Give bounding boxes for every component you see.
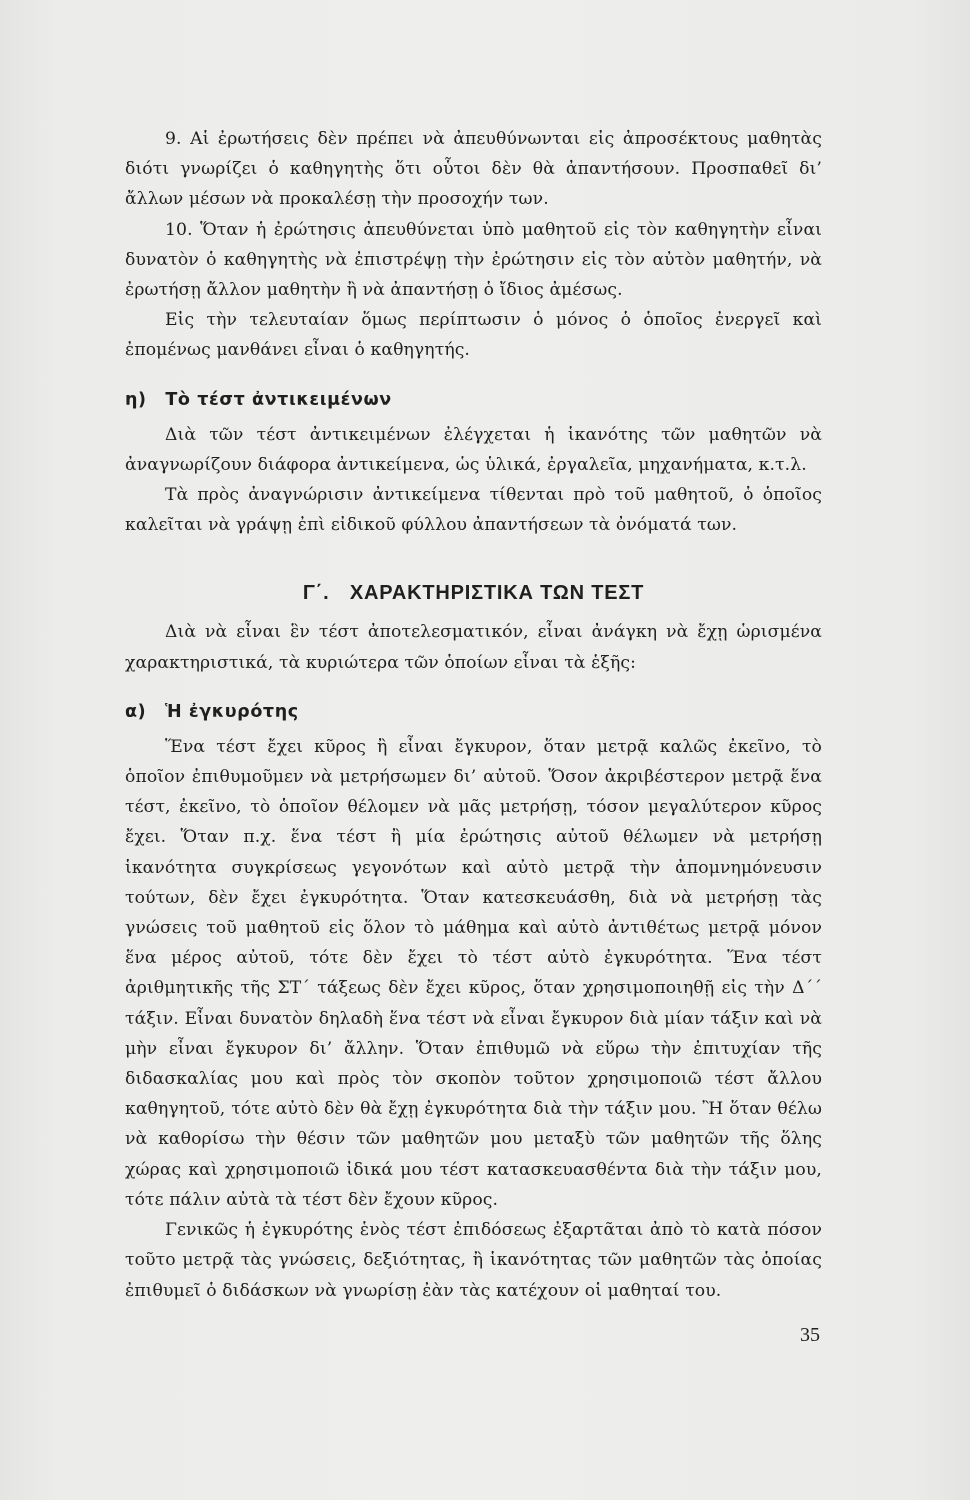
paragraph-validity-2: Γενικῶς ἡ ἐγκυρότης ἑνὸς τέστ ἐπιδόσεως ἐξαρτᾶται ἀπὸ τὸ κατὰ πόσον τοῦτο μετρᾷ τὰς γνώσεις, δεξιότητας, ἢ ἱκανότητας τῶν μαθητῶν τὰς ὁποίας ἐπιθυμεῖ ὁ διδάσκων νὰ γνωρίσῃ ἐὰν τὰς κατέχουν οἱ μαθηταί του. xyxy=(125,1220,822,1301)
paragraph-item-9: 9. Αἱ ἐρωτήσεις δὲν πρέπει νὰ ἀπευθύνωνται εἰς ἀπροσέκτους μαθητὰς διότι γνωρίζει ὁ καθηγητὴς ὅτι οὗτοι δὲν θὰ ἀπαντήσουν. Προσπαθεῖ δι’ ἄλλων μέσων νὰ προκαλέσῃ τὴν προσοχήν των. xyxy=(125,129,822,210)
page-content xyxy=(125,124,822,1306)
section-title: Τὸ τέστ ἀντικειμένων xyxy=(165,389,392,410)
paragraph-validity-1: Ἕνα τέστ ἔχει κῦρος ἢ εἶναι ἔγκυρον, ὅταν μετρᾷ καλῶς ἐκεῖνο, τὸ ὁποῖον ἐπιθυμοῦμεν νὰ μετρήσωμεν δι’ αὐτοῦ. Ὅσον ἀκριβέστερον μετρᾷ ἕνα τέστ, ἐκεῖνο, τὸ ὁποῖον θέλομεν νὰ μᾶς μετρήσῃ, τόσον μεγαλύτερον κῦρος ἔχει. Ὅταν π.χ. ἕνα τέστ ἢ μία ἐρώτησις αὐτοῦ θέλωμεν νὰ μετρήσῃ ἱκανότητα συγκρίσεως γεγονότων καὶ αὐτὸ μετρᾷ τὴν ἀπομνημόνευσιν τούτων, δὲν ἔχει ἐγκυρότητα. Ὅταν κατεσκευάσθη, διὰ νὰ μετρήσῃ τὰς γνώσεις τοῦ μαθητοῦ εἰς ὅλον τὸ μάθημα καὶ αὐτὸ ἀντιθέτως μετρᾷ μόνον ἕνα μέρος αὐτοῦ, τότε δὲν ἔχει τὸ τέστ αὐτὸ ἐγκυρότητα. Ἕνα τέστ ἀριθμητικῆς τῆς ΣΤ΄ τάξεως δὲν ἔχει κῦρος, ὅταν χρησιμοποιηθῇ εἰς τὴν Δ΄΄ τάξιν. Εἶναι δυνατὸν δηλαδὴ ἕνα τέστ νὰ εἶναι ἔγκυρον διὰ μίαν τάξιν καὶ νὰ μὴν εἶναι ἔγκυρον δι’ ἄλλην. Ὅταν ἐπιθυμῶ νὰ εὕρω τὴν ἐπιτυχίαν τῆς διδασκαλίας μου καὶ πρὸς τὸν σκοπὸν τοῦτον χρησιμοποιῶ τέστ ἄλλου καθηγητοῦ, τότε αὐτὸ δὲν θὰ ἔχῃ ἐγκυρότητα διὰ τὴν τάξιν μου. Ἢ ὅταν θέλω νὰ καθορίσω τὴν θέσιν τῶν μαθητῶν μου μεταξὺ τῶν μαθητῶν τῆς ὅλης χώρας καὶ χρησιμοποιῶ ἰδικά μου τέστ κατασκευασθέντα διὰ τὴν τάξιν μου, τότε πάλιν αὐτὰ τὰ τέστ δὲν ἔχουν κῦρος. xyxy=(125,736,822,1210)
section-title: Ἡ ἐγκυρότης xyxy=(164,701,299,722)
chapter-heading xyxy=(125,582,822,605)
section-letter: α) xyxy=(125,701,147,722)
section-heading-eta xyxy=(125,390,822,410)
paragraph-chapter-intro: Διὰ νὰ εἶναι ἓν τέστ ἀποτελεσματικόν, εἶναι ἀνάγκη νὰ ἔχῃ ὡρισμένα χαρακτηριστικά, τὰ κυριώτερα τῶν ὁποίων εἶναι τὰ ἑξῆς: xyxy=(125,622,822,673)
chapter-number: Γ΄. xyxy=(302,582,330,605)
chapter-title: ΧΑΡΑΚΤΗΡΙΣΤΙΚΑ ΤΩΝ ΤΕΣΤ xyxy=(349,582,645,605)
paragraph-object-test-2: Τὰ πρὸς ἀναγνώρισιν ἀντικείμενα τίθενται πρὸ τοῦ μαθητοῦ, ὁ ὁποῖος καλεῖται νὰ γράψῃ ἐπὶ εἰδικοῦ φύλλου ἀπαντήσεων τὰ ὀνόματά των. xyxy=(125,485,822,536)
paragraph-object-test-1: Διὰ τῶν τέστ ἀντικειμένων ἐλέγχεται ἡ ἱκανότης τῶν μαθητῶν νὰ ἀναγνωρίζουν διάφορα ἀντικείμενα, ὡς ὑλικά, ἐργαλεῖα, μηχανήματα, κ.τ.λ. xyxy=(125,424,822,475)
section-letter: η) xyxy=(125,389,147,410)
paragraph-last-case: Εἰς τὴν τελευταίαν ὅμως περίπτωσιν ὁ μόνος ὁ ὁποῖος ἐνεργεῖ καὶ ἐπομένως μανθάνει εἶναι ὁ καθηγητής. xyxy=(125,310,822,361)
paragraph-item-10: 10. Ὅταν ἡ ἐρώτησις ἀπευθύνεται ὑπὸ μαθητοῦ εἰς τὸν καθηγητὴν εἶναι δυνατὸν ὁ καθηγητὴς νὰ ἐπιστρέψῃ τὴν ἐρώτησιν εἰς τὸν αὐτὸν μαθητήν, νὰ ἐρωτήσῃ ἄλλον μαθητὴν ἢ νὰ ἀπαντήσῃ ὁ ἴδιος ἀμέσως. xyxy=(125,219,822,301)
page-number: 35 xyxy=(800,1324,820,1346)
section-heading-alpha xyxy=(125,702,822,722)
